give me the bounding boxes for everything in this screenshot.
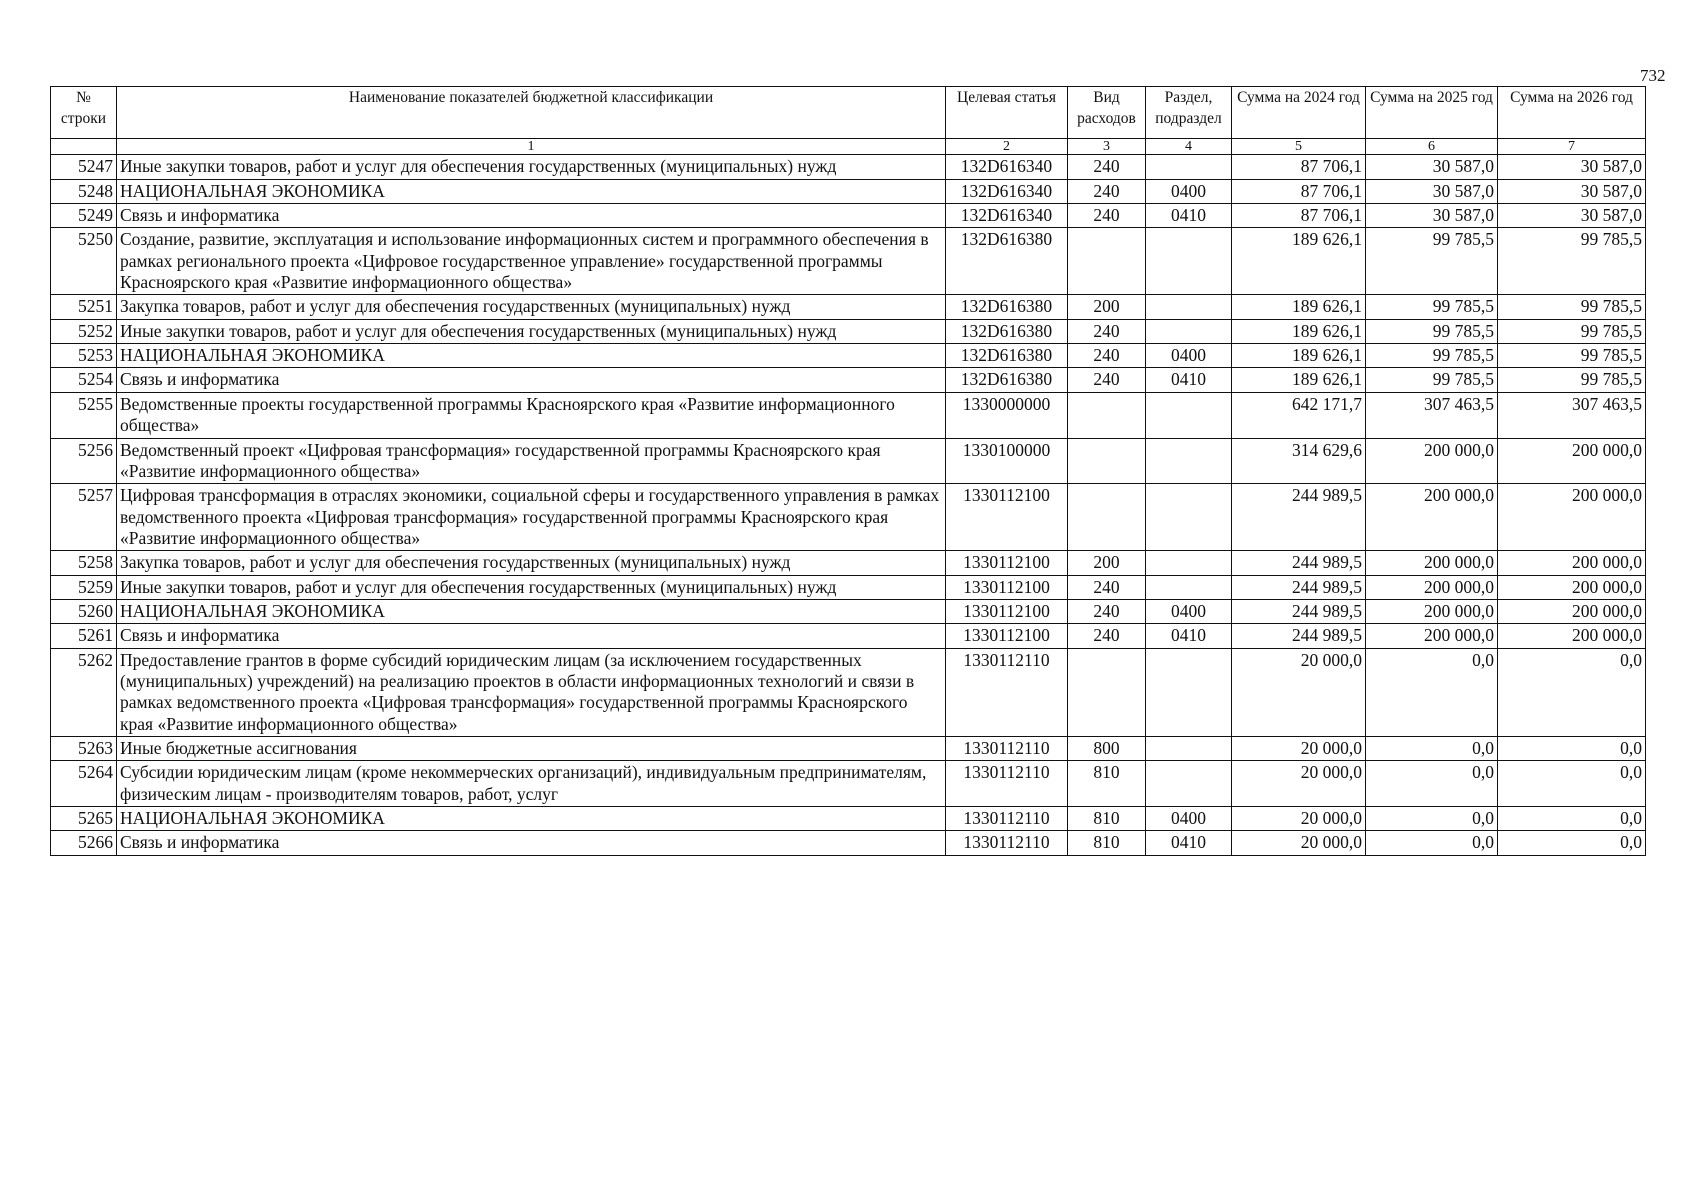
sum-2026: 200 000,0 xyxy=(1498,438,1646,484)
header-name: Наименование показателей бюджетной классификации xyxy=(117,87,946,139)
header-type: Вид расходов xyxy=(1068,87,1146,139)
target-article: 132D616340 xyxy=(946,204,1068,228)
row-number: 5247 xyxy=(51,155,117,179)
sum-2026: 0,0 xyxy=(1498,761,1646,807)
target-article: 132D616380 xyxy=(946,228,1068,295)
header-target: Целевая статья xyxy=(946,87,1068,139)
row-number: 5249 xyxy=(51,204,117,228)
target-article: 132D616380 xyxy=(946,319,1068,343)
sum-2025: 0,0 xyxy=(1366,736,1498,760)
row-number: 5258 xyxy=(51,551,117,575)
section-code: 0400 xyxy=(1146,807,1232,831)
indicator-name: Связь и информатика xyxy=(117,204,946,228)
indicator-name: Цифровая трансформация в отраслях экономики, социальной сферы и государственного управления в рамках ведомственного проекта «Цифровая трансформация» государственной программы Красноярского края «Развитие информационного общества» xyxy=(117,484,946,551)
section-code xyxy=(1146,228,1232,295)
expense-type: 240 xyxy=(1068,344,1146,368)
expense-type: 240 xyxy=(1068,368,1146,392)
sum-2024: 189 626,1 xyxy=(1232,295,1366,319)
table-row xyxy=(51,204,1646,228)
sum-2026: 200 000,0 xyxy=(1498,624,1646,648)
row-number: 5257 xyxy=(51,484,117,551)
target-article: 1330100000 xyxy=(946,438,1068,484)
expense-type: 240 xyxy=(1068,204,1146,228)
section-code xyxy=(1146,575,1232,599)
sum-2025: 99 785,5 xyxy=(1366,228,1498,295)
sum-2025: 0,0 xyxy=(1366,831,1498,855)
sum-2026: 99 785,5 xyxy=(1498,368,1646,392)
section-code xyxy=(1146,392,1232,438)
section-code xyxy=(1146,761,1232,807)
target-article: 1330112110 xyxy=(946,807,1068,831)
sum-2025: 200 000,0 xyxy=(1366,624,1498,648)
sum-2025: 0,0 xyxy=(1366,807,1498,831)
row-number: 5254 xyxy=(51,368,117,392)
expense-type: 810 xyxy=(1068,807,1146,831)
column-numbers-row xyxy=(51,139,1646,155)
indicator-name: Ведомственные проекты государственной программы Красноярского края «Развитие информационного общества» xyxy=(117,392,946,438)
row-number: 5255 xyxy=(51,392,117,438)
indicator-name: Иные закупки товаров, работ и услуг для обеспечения государственных (муниципальных) нужд xyxy=(117,319,946,343)
section-code: 0410 xyxy=(1146,624,1232,648)
indicator-name: НАЦИОНАЛЬНАЯ ЭКОНОМИКА xyxy=(117,599,946,623)
section-code xyxy=(1146,438,1232,484)
expense-type: 240 xyxy=(1068,575,1146,599)
indicator-name: НАЦИОНАЛЬНАЯ ЭКОНОМИКА xyxy=(117,344,946,368)
section-code: 0400 xyxy=(1146,179,1232,203)
indicator-name: Иные бюджетные ассигнования xyxy=(117,736,946,760)
table-row xyxy=(51,648,1646,736)
row-number: 5264 xyxy=(51,761,117,807)
row-number: 5252 xyxy=(51,319,117,343)
sum-2026: 200 000,0 xyxy=(1498,575,1646,599)
table-row xyxy=(51,761,1646,807)
indicator-name: Субсидии юридическим лицам (кроме некоммерческих организаций), индивидуальным предпринимателям, физическим лицам - производителям товаров, работ, услуг xyxy=(117,761,946,807)
sum-2024: 244 989,5 xyxy=(1232,624,1366,648)
sum-2026: 99 785,5 xyxy=(1498,228,1646,295)
row-number: 5250 xyxy=(51,228,117,295)
indicator-name: Закупка товаров, работ и услуг для обеспечения государственных (муниципальных) нужд xyxy=(117,295,946,319)
sum-2024: 189 626,1 xyxy=(1232,228,1366,295)
section-code: 0400 xyxy=(1146,599,1232,623)
sum-2026: 99 785,5 xyxy=(1498,344,1646,368)
expense-type: 240 xyxy=(1068,624,1146,648)
table-row xyxy=(51,295,1646,319)
section-code: 0410 xyxy=(1146,204,1232,228)
table-row xyxy=(51,155,1646,179)
target-article: 132D616380 xyxy=(946,344,1068,368)
sum-2024: 189 626,1 xyxy=(1232,368,1366,392)
table-header xyxy=(51,87,1646,155)
section-code xyxy=(1146,648,1232,736)
table-row xyxy=(51,484,1646,551)
row-number: 5248 xyxy=(51,179,117,203)
expense-type xyxy=(1068,648,1146,736)
table-row xyxy=(51,736,1646,760)
expense-type xyxy=(1068,438,1146,484)
sum-2025: 30 587,0 xyxy=(1366,179,1498,203)
header-row-no: № строки xyxy=(51,87,117,139)
target-article: 1330112100 xyxy=(946,599,1068,623)
indicator-name: Создание, развитие, эксплуатация и использование информационных систем и программного обеспечения в рамках регионального проекта «Цифровое государственное управление» государственной программы Красноярского края «Развитие информационного общества» xyxy=(117,228,946,295)
expense-type: 810 xyxy=(1068,831,1146,855)
sum-2026: 99 785,5 xyxy=(1498,295,1646,319)
sum-2024: 20 000,0 xyxy=(1232,807,1366,831)
sum-2025: 200 000,0 xyxy=(1366,551,1498,575)
table-row xyxy=(51,228,1646,295)
table-row xyxy=(51,344,1646,368)
indicator-name: Иные закупки товаров, работ и услуг для обеспечения государственных (муниципальных) нужд xyxy=(117,155,946,179)
sum-2024: 189 626,1 xyxy=(1232,344,1366,368)
expense-type xyxy=(1068,392,1146,438)
colnum-cell: 2 xyxy=(946,139,1068,155)
expense-type: 200 xyxy=(1068,295,1146,319)
section-code: 0410 xyxy=(1146,368,1232,392)
header-sum-2025: Сумма на 2025 год xyxy=(1366,87,1498,139)
sum-2025: 200 000,0 xyxy=(1366,599,1498,623)
expense-type xyxy=(1068,484,1146,551)
sum-2024: 189 626,1 xyxy=(1232,319,1366,343)
row-number: 5261 xyxy=(51,624,117,648)
target-article: 1330112100 xyxy=(946,551,1068,575)
sum-2025: 0,0 xyxy=(1366,648,1498,736)
target-article: 1330112100 xyxy=(946,624,1068,648)
page-number: 732 xyxy=(1640,66,1666,85)
sum-2026: 307 463,5 xyxy=(1498,392,1646,438)
sum-2025: 0,0 xyxy=(1366,761,1498,807)
row-number: 5262 xyxy=(51,648,117,736)
sum-2024: 20 000,0 xyxy=(1232,831,1366,855)
indicator-name: Связь и информатика xyxy=(117,368,946,392)
budget-table xyxy=(50,86,1646,856)
sum-2025: 99 785,5 xyxy=(1366,368,1498,392)
sum-2024: 244 989,5 xyxy=(1232,484,1366,551)
sum-2024: 20 000,0 xyxy=(1232,761,1366,807)
sum-2026: 99 785,5 xyxy=(1498,319,1646,343)
sum-2025: 200 000,0 xyxy=(1366,438,1498,484)
table-row xyxy=(51,624,1646,648)
table-row xyxy=(51,438,1646,484)
sum-2024: 642 171,7 xyxy=(1232,392,1366,438)
sum-2025: 99 785,5 xyxy=(1366,319,1498,343)
section-code xyxy=(1146,295,1232,319)
sum-2026: 30 587,0 xyxy=(1498,155,1646,179)
table-row xyxy=(51,575,1646,599)
colnum-cell: 5 xyxy=(1232,139,1366,155)
indicator-name: Закупка товаров, работ и услуг для обеспечения государственных (муниципальных) нужд xyxy=(117,551,946,575)
sum-2026: 0,0 xyxy=(1498,736,1646,760)
table-row xyxy=(51,831,1646,855)
sum-2026: 30 587,0 xyxy=(1498,179,1646,203)
target-article: 1330112100 xyxy=(946,484,1068,551)
sum-2025: 30 587,0 xyxy=(1366,155,1498,179)
sum-2024: 244 989,5 xyxy=(1232,551,1366,575)
sum-2025: 200 000,0 xyxy=(1366,484,1498,551)
table-row xyxy=(51,392,1646,438)
sum-2026: 200 000,0 xyxy=(1498,599,1646,623)
colnum-cell: 3 xyxy=(1068,139,1146,155)
indicator-name: НАЦИОНАЛЬНАЯ ЭКОНОМИКА xyxy=(117,807,946,831)
section-code: 0400 xyxy=(1146,344,1232,368)
table-row xyxy=(51,599,1646,623)
target-article: 132D616340 xyxy=(946,155,1068,179)
sum-2024: 244 989,5 xyxy=(1232,599,1366,623)
section-code xyxy=(1146,319,1232,343)
header-sum-2026: Сумма на 2026 год xyxy=(1498,87,1646,139)
sum-2025: 99 785,5 xyxy=(1366,295,1498,319)
expense-type xyxy=(1068,228,1146,295)
table-row xyxy=(51,807,1646,831)
section-code: 0410 xyxy=(1146,831,1232,855)
section-code xyxy=(1146,155,1232,179)
indicator-name: НАЦИОНАЛЬНАЯ ЭКОНОМИКА xyxy=(117,179,946,203)
sum-2026: 200 000,0 xyxy=(1498,484,1646,551)
sum-2026: 0,0 xyxy=(1498,807,1646,831)
colnum-cell xyxy=(51,139,117,155)
sum-2025: 200 000,0 xyxy=(1366,575,1498,599)
expense-type: 240 xyxy=(1068,179,1146,203)
table-row xyxy=(51,551,1646,575)
sum-2024: 87 706,1 xyxy=(1232,179,1366,203)
sum-2024: 20 000,0 xyxy=(1232,736,1366,760)
table-row xyxy=(51,179,1646,203)
sum-2024: 87 706,1 xyxy=(1232,204,1366,228)
row-number: 5259 xyxy=(51,575,117,599)
row-number: 5251 xyxy=(51,295,117,319)
target-article: 1330000000 xyxy=(946,392,1068,438)
section-code xyxy=(1146,484,1232,551)
target-article: 132D616380 xyxy=(946,295,1068,319)
row-number: 5256 xyxy=(51,438,117,484)
sum-2026: 0,0 xyxy=(1498,831,1646,855)
target-article: 132D616380 xyxy=(946,368,1068,392)
header-sum-2024: Сумма на 2024 год xyxy=(1232,87,1366,139)
row-number: 5266 xyxy=(51,831,117,855)
target-article: 1330112110 xyxy=(946,648,1068,736)
colnum-cell: 4 xyxy=(1146,139,1232,155)
expense-type: 240 xyxy=(1068,155,1146,179)
row-number: 5260 xyxy=(51,599,117,623)
table-row xyxy=(51,368,1646,392)
row-number: 5253 xyxy=(51,344,117,368)
sum-2026: 30 587,0 xyxy=(1498,204,1646,228)
target-article: 1330112100 xyxy=(946,575,1068,599)
row-number: 5265 xyxy=(51,807,117,831)
target-article: 1330112110 xyxy=(946,736,1068,760)
expense-type: 240 xyxy=(1068,599,1146,623)
table-row xyxy=(51,319,1646,343)
colnum-cell: 1 xyxy=(117,139,946,155)
header-section: Раздел, подраздел xyxy=(1146,87,1232,139)
sum-2025: 30 587,0 xyxy=(1366,204,1498,228)
indicator-name: Предоставление грантов в форме субсидий юридическим лицам (за исключением государственных (муниципальных) учреждений) на реализацию проектов в области информационных технологий и связи в рамках ведомственного проекта «Цифровая трансформация» государственной программы Красноярского края «Развитие информационного общества» xyxy=(117,648,946,736)
sum-2025: 99 785,5 xyxy=(1366,344,1498,368)
sum-2025: 307 463,5 xyxy=(1366,392,1498,438)
target-article: 132D616340 xyxy=(946,179,1068,203)
indicator-name: Связь и информатика xyxy=(117,831,946,855)
sum-2024: 244 989,5 xyxy=(1232,575,1366,599)
expense-type: 800 xyxy=(1068,736,1146,760)
indicator-name: Иные закупки товаров, работ и услуг для обеспечения государственных (муниципальных) нужд xyxy=(117,575,946,599)
sum-2024: 87 706,1 xyxy=(1232,155,1366,179)
indicator-name: Связь и информатика xyxy=(117,624,946,648)
target-article: 1330112110 xyxy=(946,831,1068,855)
sum-2026: 200 000,0 xyxy=(1498,551,1646,575)
colnum-cell: 7 xyxy=(1498,139,1646,155)
section-code xyxy=(1146,551,1232,575)
table-body xyxy=(51,155,1646,855)
sum-2026: 0,0 xyxy=(1498,648,1646,736)
target-article: 1330112110 xyxy=(946,761,1068,807)
indicator-name: Ведомственный проект «Цифровая трансформация» государственной программы Красноярского края «Развитие информационного общества» xyxy=(117,438,946,484)
sum-2024: 314 629,6 xyxy=(1232,438,1366,484)
colnum-cell: 6 xyxy=(1366,139,1498,155)
expense-type: 240 xyxy=(1068,319,1146,343)
section-code xyxy=(1146,736,1232,760)
expense-type: 200 xyxy=(1068,551,1146,575)
row-number: 5263 xyxy=(51,736,117,760)
sum-2024: 20 000,0 xyxy=(1232,648,1366,736)
expense-type: 810 xyxy=(1068,761,1146,807)
